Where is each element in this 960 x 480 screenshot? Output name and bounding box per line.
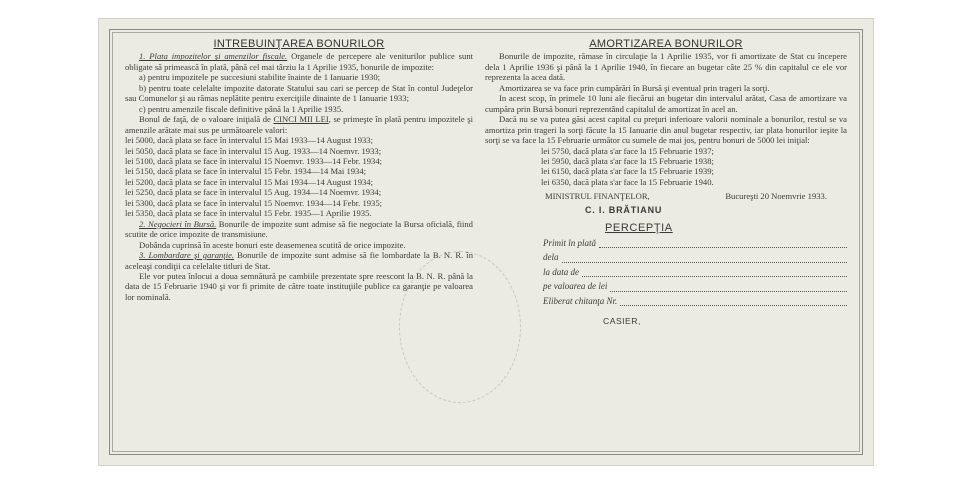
section-3-paragraph: 3. Lombardare şi garanţie. Bonurile de impozite sunt admise să fie lombardate la B. N. R. în aceleaşi condiţii ca celelalte titluri de Stat.	[125, 250, 473, 271]
fill-in-dots	[610, 283, 847, 292]
schedule-row: lei 5300, dacă plata se face în intervalul 15 Noemvr. 1934—14 Febr. 1935;	[125, 197, 383, 208]
minister-name: C. I. BRĂTIANU	[585, 204, 663, 215]
schedule-row: lei 5350, dacă plata se face în intervalul 15 Febr. 1935—1 Aprilie 1935.	[125, 208, 372, 219]
fill-in-dots	[620, 297, 847, 306]
section-1-heading: 1. Plata impozitelor şi amenzilor fiscale.	[139, 51, 288, 62]
amortization-p3: In acest scop, în primele 10 luni ale fiecărui an bugetar din intervalul arătat, Casa de amortizare va cumpăra prin Bursă bonuri reprezentând capitalul de amortizat în acel an.	[485, 93, 847, 114]
section-1-intro: 1. Plata impozitelor şi amenzilor fiscale. Organele de percepere ale veniturilor publice sunt obligate să primească în plată, până cel mai târziu la 1 Aprilie 1935, bonurile de impozite:	[125, 51, 474, 72]
amortization-p1: Bonurile de impozite, rămase în circulaţie la 1 Aprilie 1935, vor fi amortizate de Stat cu începere dela 1 Aprilie 1936 şi până la 1 Aprilie 1940, în fiecare an bugetar câte 25 % din capitalul ce ele vor reprezenta la acea dată.	[485, 51, 847, 83]
schedule-row: lei 5250, dacă plata se face în intervalul 15 Aug. 1934—14 Noemvr. 1934;	[125, 187, 382, 198]
amortization-p4: Dacă nu se va putea găsi acest capital cu preţuri inferioare valorii nominale a bonurilor, restul se va amortiza prin trageri la sorţi făcute la 15 Ianuarie din anul bugetar respectiv, iar plata bonurilor ieşite la sorţi se va face la 15 Februarie următor cu sumele de mai jos, pentru bonuri de 5000 lei iniţial:	[485, 114, 847, 146]
amortization-title: AMORTIZAREA BONURILOR	[589, 38, 743, 50]
schedule-row: lei 5200, dacă plata se face în intervalul 15 Mai 1934—14 August 1934;	[125, 176, 373, 187]
bond-back-document	[98, 18, 874, 466]
receipt-line: Eliberat chitanţa Nr.	[543, 296, 847, 306]
receipt-line: dela	[543, 252, 847, 262]
perceptia-title: PERCEPŢIA	[605, 222, 673, 235]
ministry-label: MINISTRUL FINANŢELOR,	[545, 191, 650, 202]
section-3-heading: 3. Lombardare şi garanţie.	[139, 250, 235, 261]
payment-row: lei 5750, dacă plata s'ar face la 15 Februarie 1937;	[541, 145, 714, 156]
signature-line	[485, 191, 847, 201]
receipt-line: Primit în plată	[543, 238, 847, 248]
payment-row: lei 6150, dacă plata s'ar face la 15 Februarie 1939;	[541, 166, 714, 177]
schedule-row: lei 5000, dacă plata se face în intervalul 15 Mai 1933—14 August 1933;	[125, 135, 373, 146]
fill-in-dots	[582, 268, 847, 277]
fill-in-dots	[562, 254, 848, 263]
fill-in-dots	[599, 239, 847, 248]
payment-row: lei 6350, dacă plata s'ar face la 15 Februarie 1940.	[541, 176, 714, 187]
section-2-paragraph: 2. Negocieri în Bursă. Bonurile de impozite sunt admise să fie negociate la Bursa oficială, fiind scutite de orice impozite de transmisiune.	[125, 218, 473, 240]
casier-label: CASIER,	[603, 315, 641, 326]
bond-value-paragraph: Bonul de faţă, de o valoare iniţială de CINCI MII LEI, se primeşte în plată pentru impozitele şi amenzile arătate mai sus pe următoarele valori:	[125, 114, 473, 135]
section-2-heading: 2. Negocieri în Bursă.	[139, 218, 217, 229]
interest-paragraph: Dobânda cuprinsă în aceste bonuri este deasemenea scutită de orice impozite.	[139, 239, 406, 250]
place-date: Bucureşti 20 Noemvrie 1933.	[725, 191, 827, 202]
amortization-section	[485, 39, 847, 326]
bond-initial-value: CINCI MII LEI	[273, 114, 329, 125]
schedule-row: lei 5050, dacă plata se face în intervalul 15 Aug. 1933—14 Noemvr. 1933;	[125, 145, 382, 156]
item-a: a) pentru impozitele pe succesiuni stabilite înainte de 1 Ianuarie 1930;	[139, 72, 381, 83]
usage-title: INTREBUINŢAREA BONURILOR	[213, 38, 385, 50]
payment-row: lei 5950, dacă plata s'ar face la 15 Februarie 1938;	[541, 155, 714, 166]
amortization-p2: Amortizarea se va face prin cumpărări în Bursă şi eventual prin trageri la sorţi.	[499, 82, 770, 93]
receipt-line: pe valoarea de lei	[543, 281, 847, 291]
item-c: c) pentru amenzile fiscale definitive până la 1 Aprilie 1935.	[139, 103, 344, 114]
rediscount-paragraph: Ele vor putea înlocui a doua semnătură pe cambiile prezentate spre reescont la B. N. R. până la data de 15 Februarie 1940 şi vor fi primite de către toate instituţiile publice ca garanţie pe valoarea lor nominală.	[125, 270, 473, 302]
item-b: b) pentru toate celelalte impozite datorate Statului sau cari se percep de Stat în contul Judeţelor sau Comunelor şi au rămas neplătite pentru exerciţiile dinainte de 1 Ianuarie 1933;	[125, 82, 473, 104]
schedule-row: lei 5100, dacă plata se face în intervalul 15 Noemvr. 1933—14 Febr. 1934;	[125, 155, 383, 166]
usage-section	[125, 39, 473, 302]
schedule-row: lei 5150, dacă plata se face în intervalul 15 Febr. 1934—14 Mai 1934;	[125, 166, 367, 177]
receipt-line: la data de	[543, 267, 847, 277]
